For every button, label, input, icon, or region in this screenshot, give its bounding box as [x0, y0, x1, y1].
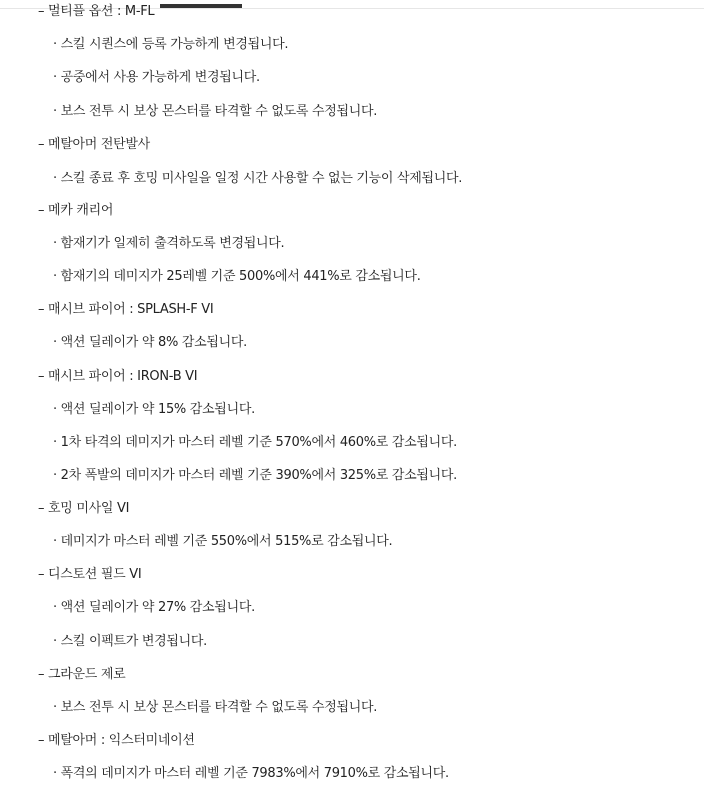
- list-item: · 액션 딜레이가 약 27% 감소됩니다.: [53, 600, 255, 615]
- list-item: · 액션 딜레이가 약 8% 감소됩니다.: [53, 335, 247, 350]
- list-item: · 폭격의 데미지가 마스터 레벨 기준 7983%에서 7910%로 감소됩니다.: [53, 766, 449, 781]
- scroll-indicator: [160, 4, 242, 8]
- list-item: · 스킬 시퀀스에 등록 가능하게 변경됩니다.: [53, 37, 289, 52]
- section-heading: – 매시브 파이어 : IRON-B VI: [38, 369, 198, 384]
- list-item: · 함재기가 일제히 출격하도록 변경됩니다.: [53, 236, 285, 251]
- section-heading: – 메탈아머 : 익스터미네이션: [38, 733, 195, 748]
- section-heading: – 메탈아머 전탄발사: [38, 137, 150, 152]
- list-item: · 공중에서 사용 가능하게 변경됩니다.: [53, 70, 260, 85]
- section-heading: – 메카 캐리어: [38, 203, 114, 218]
- list-item: · 보스 전투 시 보상 몬스터를 타격할 수 없도록 수정됩니다.: [53, 104, 378, 119]
- list-item: · 보스 전투 시 보상 몬스터를 타격할 수 없도록 수정됩니다.: [53, 700, 378, 715]
- list-item: · 데미지가 마스터 레벨 기준 550%에서 515%로 감소됩니다.: [53, 534, 393, 549]
- list-item: · 액션 딜레이가 약 15% 감소됩니다.: [53, 402, 255, 417]
- section-heading: – 멀티플 옵션 : M-FL: [38, 4, 155, 19]
- section-heading: – 매시브 파이어 : SPLASH-F VI: [38, 302, 214, 317]
- list-item: · 1차 타격의 데미지가 마스터 레벨 기준 570%에서 460%로 감소됩니다.: [53, 435, 457, 450]
- list-item: · 스킬 이펙트가 변경됩니다.: [53, 634, 207, 649]
- list-item: · 스킬 종료 후 호밍 미사일을 일정 시간 사용할 수 없는 기능이 삭제됩니다.: [53, 171, 463, 186]
- list-item: · 2차 폭발의 데미지가 마스터 레벨 기준 390%에서 325%로 감소됩니다.: [53, 468, 457, 483]
- section-heading: – 그라운드 제로: [38, 667, 126, 682]
- list-item: · 함재기의 데미지가 25레벨 기준 500%에서 441%로 감소됩니다.: [53, 269, 421, 284]
- section-heading: – 디스토션 필드 VI: [38, 567, 142, 582]
- section-heading: – 호밍 미사일 VI: [38, 501, 130, 516]
